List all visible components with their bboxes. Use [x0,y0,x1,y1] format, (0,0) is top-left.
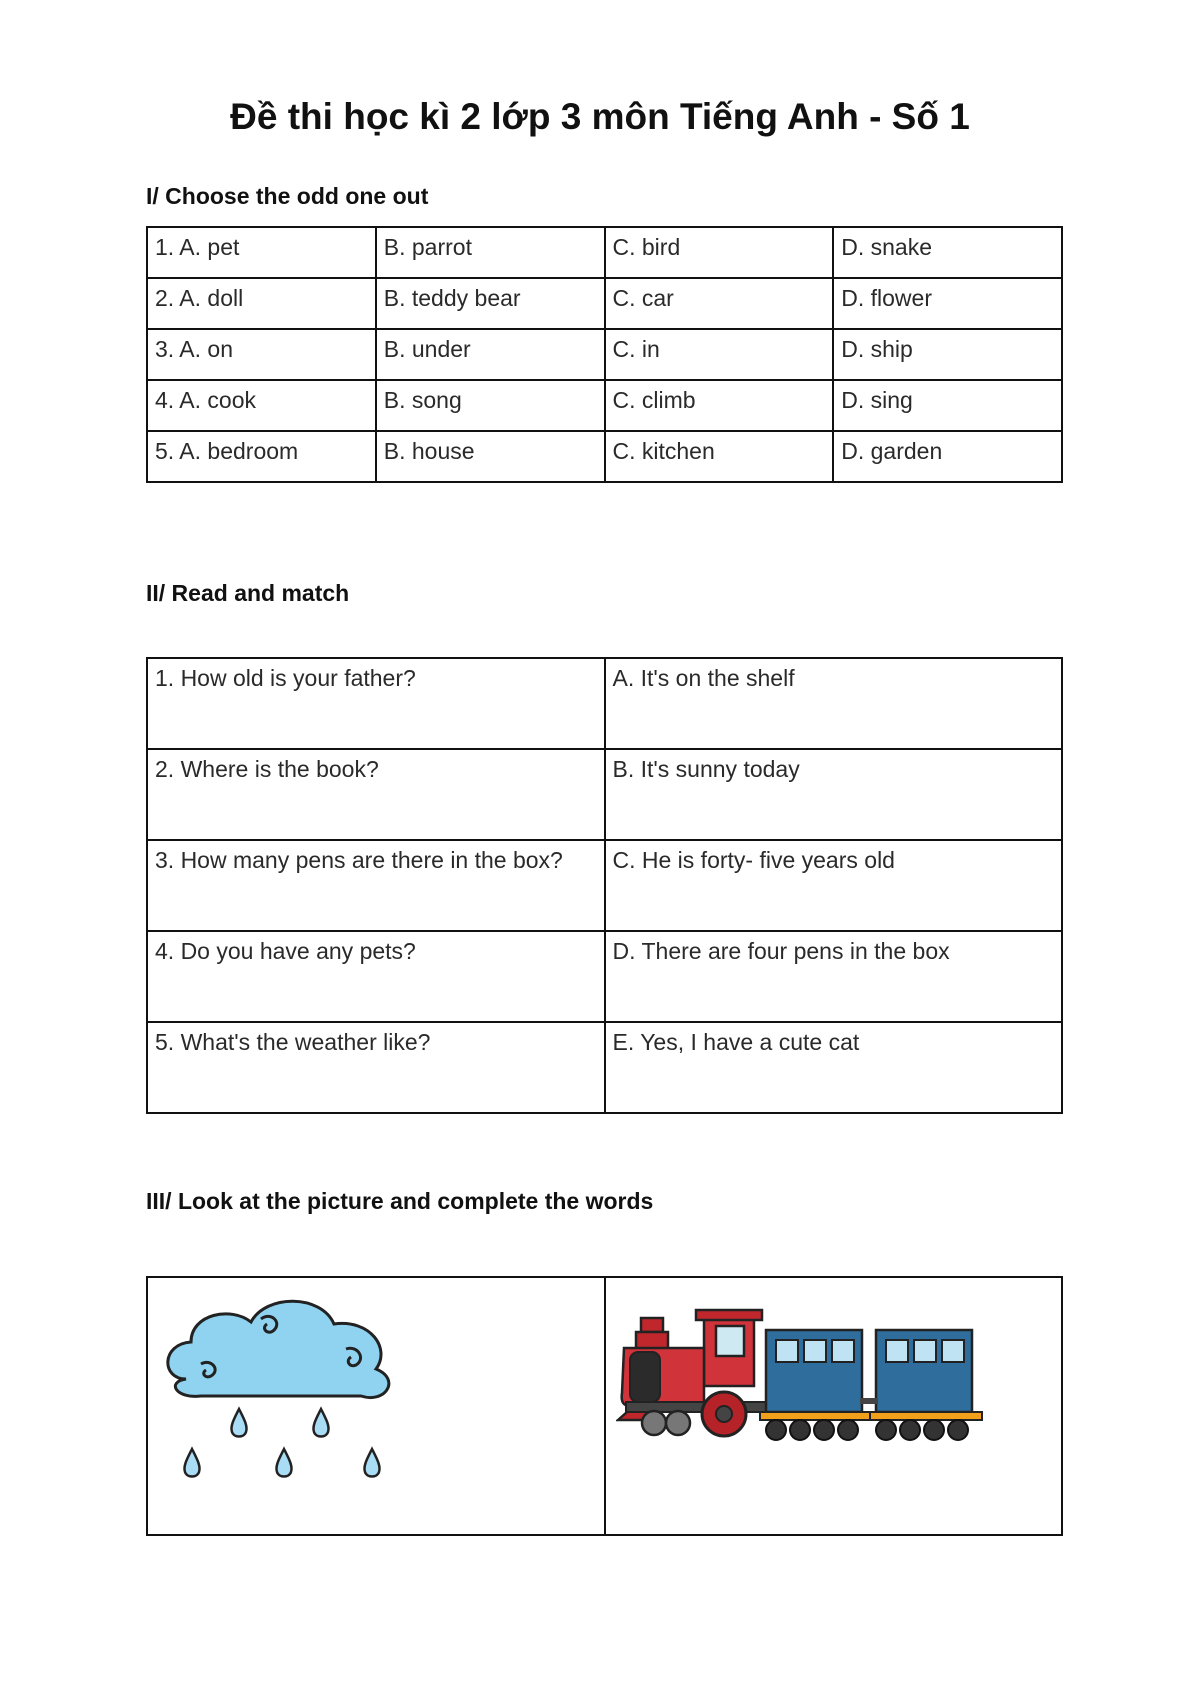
rain-cloud-icon [156,1284,406,1484]
table-cell: A. It's on the shelf [605,658,1063,749]
table-cell: 4. A. cook [147,380,376,431]
table-cell: D. snake [833,227,1062,278]
table-cell: D. ship [833,329,1062,380]
read-and-match-table [146,657,1063,1114]
table-cell: 3. A. on [147,329,376,380]
match-row [147,840,1062,931]
table-cell: C. climb [605,380,834,431]
table-cell: E. Yes, I have a cute cat [605,1022,1063,1113]
table-cell: 4. Do you have any pets? [147,931,605,1022]
picture-table [146,1276,1063,1536]
table-cell: D. sing [833,380,1062,431]
section-2-heading: II/ Read and match [146,580,350,606]
match-row [147,1022,1062,1113]
table-cell: 2. Where is the book? [147,749,605,840]
table-cell: 1. How old is your father? [147,658,605,749]
table-cell: C. car [605,278,834,329]
table-cell: B. house [376,431,605,482]
train-icon [616,1308,986,1458]
odd-one-out-row [147,380,1062,431]
table-cell: C. bird [605,227,834,278]
table-cell: B. parrot [376,227,605,278]
odd-one-out-row [147,278,1062,329]
table-cell: C. in [605,329,834,380]
table-cell: 3. How many pens are there in the box? [147,840,605,931]
odd-one-out-row [147,329,1062,380]
match-row [147,931,1062,1022]
table-cell: B. It's sunny today [605,749,1063,840]
table-cell: B. teddy bear [376,278,605,329]
page-title: Đề thi học kì 2 lớp 3 môn Tiếng Anh - Số 1 [230,96,970,137]
table-cell: 2. A. doll [147,278,376,329]
table-cell: B. song [376,380,605,431]
table-cell: 5. What's the weather like? [147,1022,605,1113]
table-cell: 1. A. pet [147,227,376,278]
picture-cell-1 [147,1277,605,1535]
odd-one-out-table [146,226,1063,483]
table-cell: C. He is forty- five years old [605,840,1063,931]
section-1-heading: I/ Choose the odd one out [146,183,429,209]
table-cell: 5. A. bedroom [147,431,376,482]
table-cell: D. There are four pens in the box [605,931,1063,1022]
table-cell: D. garden [833,431,1062,482]
table-cell: B. under [376,329,605,380]
picture-cell-2 [605,1277,1063,1535]
match-row [147,658,1062,749]
match-row [147,749,1062,840]
section-3-heading: III/ Look at the picture and complete the words [146,1188,654,1214]
odd-one-out-row [147,431,1062,482]
table-cell: D. flower [833,278,1062,329]
table-cell: C. kitchen [605,431,834,482]
odd-one-out-row [147,227,1062,278]
